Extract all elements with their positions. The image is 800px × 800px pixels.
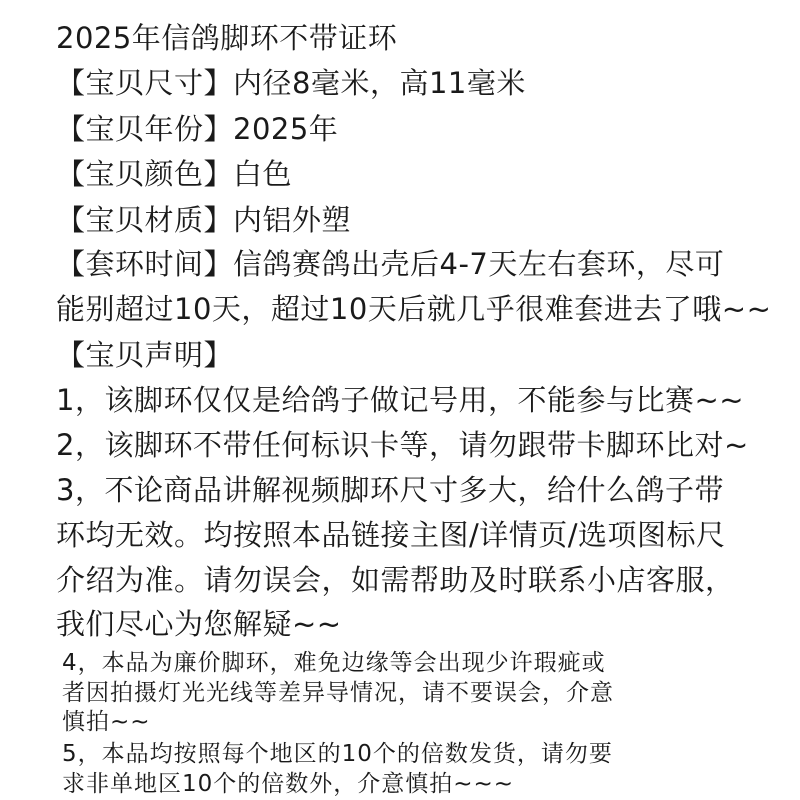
- statement-item-5-line-2: 求非单地区10个的倍数外，介意慎拍~~~: [62, 771, 515, 797]
- statement-item-4-line-2: 者因拍摄灯光光线等差异导情况，请不要误会，介意: [62, 680, 614, 706]
- statement-heading: 【宝贝声明】: [56, 338, 234, 372]
- statement-item-3-line-2: 环均无效。均按照本品链接主图/详情页/选项图标尺: [56, 518, 726, 552]
- spec-size-line: 【宝贝尺寸】内径8毫米，高11毫米: [56, 66, 526, 100]
- spec-time-line-2: 能别超过10天，超过10天后就几乎很难套进去了哦~~: [56, 292, 772, 326]
- statement-item-2: 2，该脚环不带任何标识卡等，请勿跟带卡脚环比对~: [56, 428, 749, 462]
- spec-color-line: 【宝贝颜色】白色: [56, 157, 293, 191]
- spec-time-line-1: 【套环时间】信鸽赛鸽出壳后4-7天左右套环，尽可: [56, 247, 725, 281]
- spec-year-line: 【宝贝年份】2025年: [56, 112, 339, 146]
- title-line: 2025年信鸽脚环不带证环: [56, 21, 398, 55]
- statement-item-3-line-4: 我们尽心为您解疑~~: [56, 607, 342, 641]
- statement-item-1: 1，该脚环仅仅是给鸽子做记号用，不能参与比赛~~: [56, 383, 745, 417]
- statement-item-3-line-3: 介绍为准。请勿误会，如需帮助及时联系小店客服，: [56, 563, 735, 597]
- statement-item-4-line-3: 慎拍~~: [62, 709, 151, 735]
- statement-item-5-line-1: 5，本品均按照每个地区的10个的倍数发货，请勿要: [62, 741, 613, 767]
- spec-material-line: 【宝贝材质】内铝外塑: [56, 203, 352, 237]
- statement-item-4-line-1: 4，本品为廉价脚环，难免边缘等会出现少许瑕疵或: [62, 650, 606, 676]
- statement-item-3-line-1: 3，不论商品讲解视频脚环尺寸多大，给什么鸽子带: [56, 473, 724, 507]
